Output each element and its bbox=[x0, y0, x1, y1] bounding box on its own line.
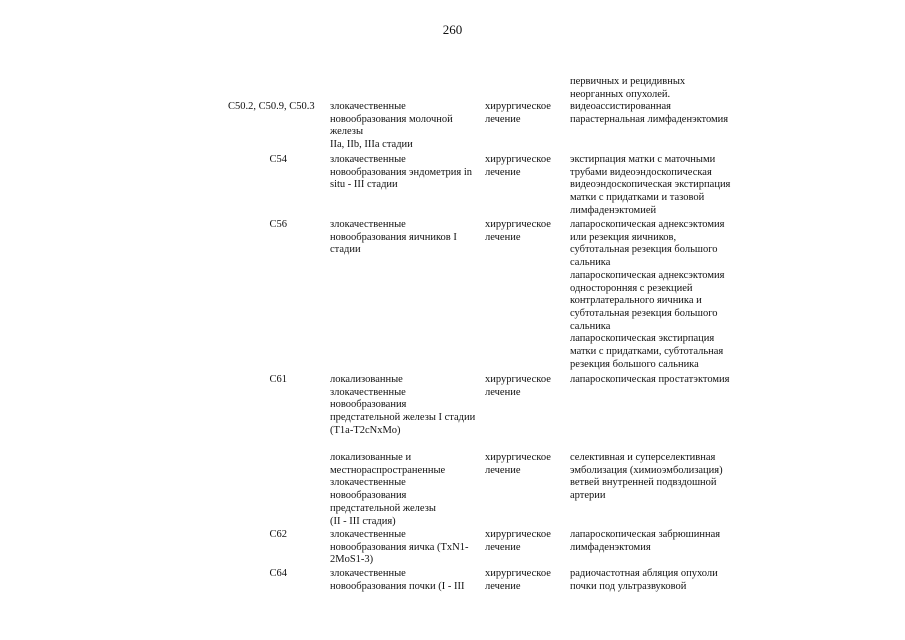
table-row-code: C54 bbox=[269, 154, 287, 165]
table-row-method: радиочастотная абляция опухоли почки под ультразвуковой bbox=[570, 568, 718, 592]
table-row-diagnosis: злокачественные новообразования молочной железы IIa, IIb, IIIa стадии bbox=[330, 101, 453, 151]
table-row-treatment: хирургическое лечение bbox=[485, 529, 551, 553]
page-number: 260 bbox=[442, 22, 463, 37]
table-row-code: C50.2, C50.9, C50.3 bbox=[228, 101, 315, 112]
table-row-diagnosis: локализованные злокачественные новообразования предстательной железы I стадии (T1a-T2cNxMo) bbox=[330, 374, 476, 436]
table-row-code: C61 bbox=[269, 374, 287, 385]
table-row-code: C64 bbox=[269, 568, 287, 579]
table-row-diagnosis: злокачественные новообразования яичников I стадии bbox=[330, 219, 457, 256]
table-row-treatment: хирургическое лечение bbox=[485, 452, 551, 476]
table-row-treatment: хирургическое лечение bbox=[485, 101, 551, 125]
table-row-treatment: хирургическое лечение bbox=[485, 219, 551, 243]
table-row-diagnosis: злокачественные новообразования яичка (TxN1- 2MoS1-3) bbox=[330, 529, 469, 566]
table-row-diagnosis: злокачественные новообразования эндометрия in situ - III стадии bbox=[330, 154, 473, 191]
table-row-diagnosis: локализованные и местнораспространенные злокачественные новообразования предстательной железы (II - III стадия) bbox=[330, 452, 446, 527]
table-row-code: C56 bbox=[269, 219, 287, 230]
table-row-method: лапароскопическая аднексэктомия или резекция яичников, субтотальная резекция большого сальника лапароскопическая аднексэктомия односторонняя с резекцией контрлатерального яичника и субтотальная резекция большого сальника лапароскопическая экстирпация матки с придатками, субтотальная резекция большого сальника bbox=[570, 219, 725, 370]
table-row-method: селективная и суперселективная эмболизация (химиоэмболизация) ветвей внутренней подвздошной артерии bbox=[570, 452, 723, 502]
continuation-text: первичных и рецидивных неорганных опухолей. bbox=[570, 76, 686, 100]
table-row-method: лапароскопическая забрюшинная лимфаденэктомия bbox=[570, 529, 721, 553]
table-row-treatment: хирургическое лечение bbox=[485, 154, 551, 178]
table-row-method: лапароскопическая простатэктомия bbox=[570, 374, 730, 385]
table-row-diagnosis: злокачественные новообразования почки (I - III bbox=[330, 568, 465, 592]
table-row-code: C62 bbox=[269, 529, 287, 540]
table-row-method: видеоассистированная парастернальная лимфаденэктомия bbox=[570, 101, 729, 125]
table-row-treatment: хирургическое лечение bbox=[485, 374, 551, 398]
table-row-method: экстирпация матки с маточными трубами видеоэндоскопическая видеоэндоскопическая экстирпация матки с придатками и тазовой лимфаденэктомией bbox=[570, 154, 731, 216]
table-row-treatment: хирургическое лечение bbox=[485, 568, 551, 592]
